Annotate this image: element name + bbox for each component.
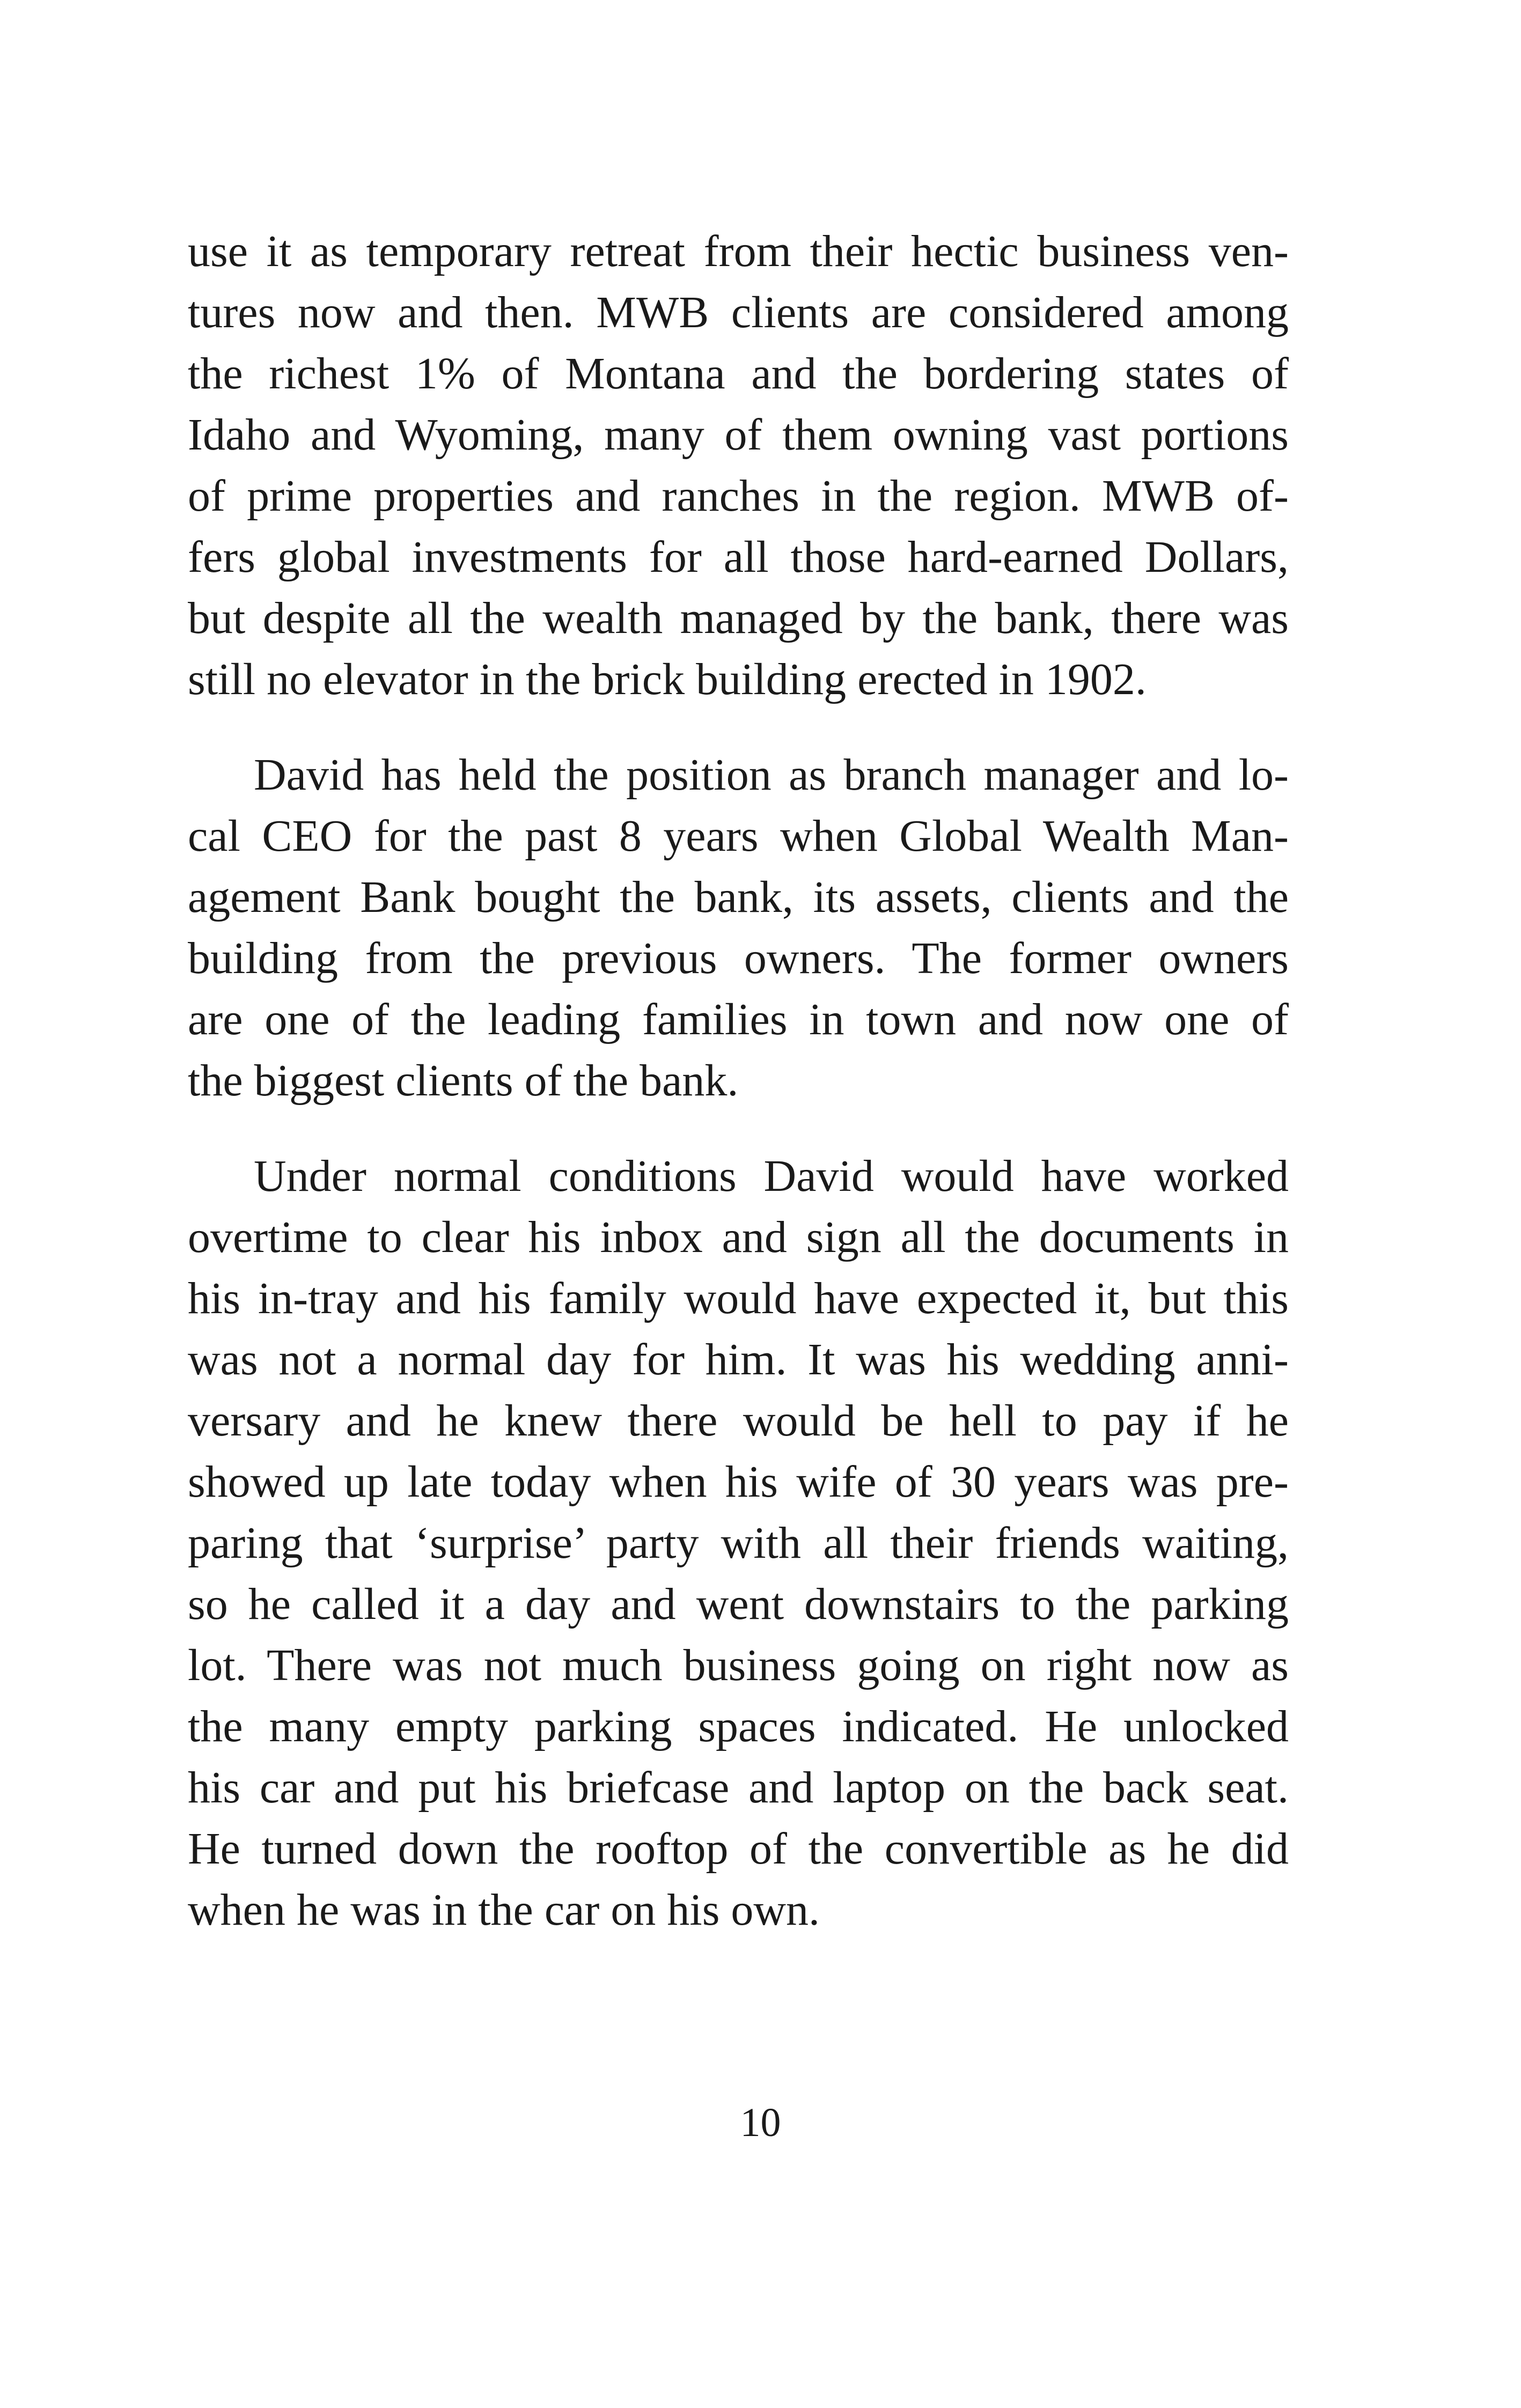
text-line: still no elevator in the brick building erected in 1902. — [188, 654, 1147, 704]
text-line: but despite all the wealth managed by the bank, there was — [188, 593, 1289, 643]
text-line: was not a normal day for him. It was his wedding anni- — [188, 1335, 1289, 1385]
text-line: so he called it a day and went downstairs to the parking — [188, 1579, 1289, 1629]
text-line: versary and he knew there would be hell to pay if he — [188, 1396, 1289, 1446]
text-line: fers global investments for all those hard-earned Dollars, — [188, 532, 1289, 582]
paragraph-gap — [188, 1111, 1289, 1146]
text-line: Under normal conditions David would have worked — [254, 1151, 1289, 1201]
text-line: his car and put his briefcase and laptop on the back seat. — [188, 1763, 1289, 1813]
text-line: the biggest clients of the bank. — [188, 1056, 739, 1106]
body-text — [188, 221, 1289, 1941]
text-line: paring that ‘surprise’ party with all their friends waiting, — [188, 1518, 1289, 1568]
text-line: showed up late today when his wife of 30 years was pre- — [188, 1457, 1289, 1507]
text-line: He turned down the rooftop of the convertible as he did — [188, 1824, 1289, 1874]
text-line: overtime to clear his inbox and sign all the documents in — [188, 1212, 1289, 1262]
text-line: the many empty parking spaces indicated. He unlocked — [188, 1702, 1289, 1751]
text-line: use it as temporary retreat from their hectic business ven- — [188, 226, 1289, 276]
text-line: agement Bank bought the bank, its assets, clients and the — [188, 872, 1289, 922]
text-line: lot. There was not much business going on right now as — [188, 1640, 1289, 1690]
text-line: when he was in the car on his own. — [188, 1885, 820, 1935]
paragraph — [188, 1146, 1289, 1941]
text-line: building from the previous owners. The former owners — [188, 933, 1289, 983]
text-line: Idaho and Wyoming, many of them owning vast portions — [188, 410, 1289, 460]
text-line: tures now and then. MWB clients are considered among — [188, 288, 1289, 337]
text-line: are one of the leading families in town and now one of — [188, 995, 1289, 1044]
page-number: 10 — [740, 2100, 781, 2145]
text-line: cal CEO for the past 8 years when Global Wealth Man- — [188, 811, 1289, 861]
paragraph — [188, 221, 1289, 710]
paragraph — [188, 745, 1289, 1111]
text-line: of prime properties and ranches in the region. MWB of- — [188, 471, 1289, 521]
text-line: his in-tray and his family would have expected it, but this — [188, 1273, 1289, 1323]
text-line: David has held the position as branch manager and lo- — [254, 750, 1289, 800]
text-line: the richest 1% of Montana and the bordering states of — [188, 349, 1289, 399]
paragraph-gap — [188, 710, 1289, 745]
